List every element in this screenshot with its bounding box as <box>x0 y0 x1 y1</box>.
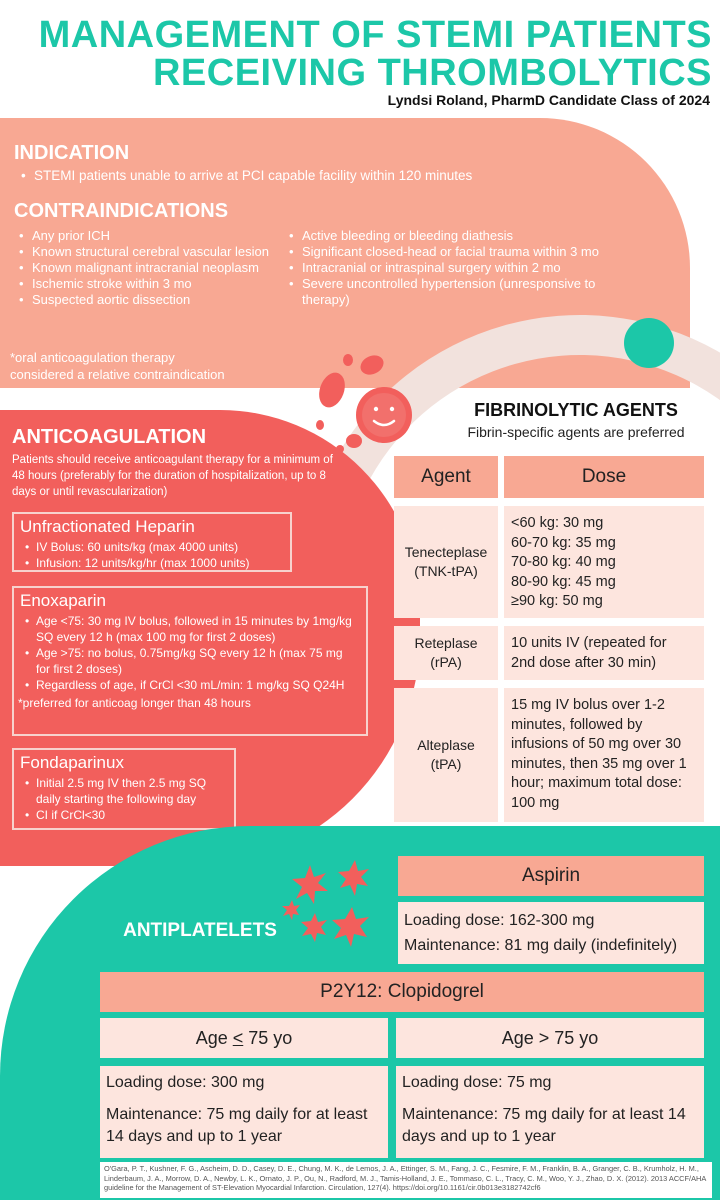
age-young-suffix: 75 yo <box>243 1028 293 1048</box>
young-loading: Loading dose: 300 mg <box>106 1074 265 1091</box>
enoxaparin-note: *preferred for anticoag longer than 48 hours <box>18 696 251 710</box>
enoxaparin-item: • Regardless of age, if CrCl <30 mL/min: 1 mg/kg SQ Q24H <box>20 677 358 693</box>
clopidogrel-young-cell <box>100 1066 388 1158</box>
contraindication-note <box>10 349 225 383</box>
aspirin-cell <box>398 902 704 964</box>
dose-line: 10 units IV (repeated for <box>511 635 667 651</box>
teal-circle-icon <box>624 318 674 368</box>
fondaparinux-item: • Initial 2.5 mg IV then 2.5 mg SQ daily starting the following day <box>20 775 228 807</box>
dose-cell <box>504 506 704 618</box>
agent-name: Tenecteplase <box>404 544 488 560</box>
dose-line: ≥90 kg: 50 mg <box>511 593 603 609</box>
dose-line: minutes, followed by <box>511 716 643 733</box>
p2y12-header: P2Y12: Clopidogrel <box>100 972 704 1012</box>
agent-column-header: Agent <box>394 456 498 498</box>
author: Lyndsi Roland, PharmD Candidate Class of 2024 <box>387 92 710 108</box>
enoxaparin-box <box>12 586 368 736</box>
agent-name: Alteplase <box>417 737 475 753</box>
contraindication-item: • Known malignant intracranial neoplasm <box>18 260 280 276</box>
fibrinolytic-title: FIBRINOLYTIC AGENTS <box>474 400 678 420</box>
dose-line: 15 mg IV bolus over 1-2 <box>511 697 665 713</box>
dose-line: 2nd dose after 30 min) <box>511 654 657 671</box>
contraindication-item: • Suspected aortic dissection <box>18 292 280 308</box>
title-line-1: MANAGEMENT OF STEMI PATIENTS <box>38 14 712 56</box>
contraindication-item: • Known structural cerebral vascular lesion <box>18 244 280 260</box>
agent-cell <box>394 626 498 680</box>
enoxaparin-item: • Age >75: no bolus, 0.75mg/kg SQ every 12 h (max 75 mg for first 2 doses) <box>20 645 358 677</box>
agent-name: Reteplase <box>414 635 478 651</box>
anticoagulation-heading: ANTICOAGULATION <box>12 426 207 448</box>
dose-line: 60-70 kg: 35 mg <box>511 534 616 551</box>
dose-line: 100 mg <box>511 794 560 811</box>
contraindications-left-list <box>18 228 280 308</box>
note-line-2: considered a relative contraindication <box>10 367 225 382</box>
contraindications-heading: CONTRAINDICATIONS <box>14 200 229 222</box>
contraindication-item: • Any prior ICH <box>18 228 280 244</box>
anticoagulation-intro: Patients should receive anticoagulant therapy for a minimum of 48 hours (preferably for the duration of hospitalization, up to 8 days or until revascularization) <box>12 454 333 498</box>
dose-line: hour; maximum total dose: <box>511 775 682 791</box>
reference-citation: O'Gara, P. T., Kushner, F. G., Ascheim, D. D., Casey, D. E., Chung, M. K., de Lemos, J. A., Ettinger, S. M., Fang, J. C., Fesmire, F. M., Franklin, B. A., Granger, C. B., Krumholz, H. M., Linderbaum, J. A., Morrow, D. A., Newby, L. K., Ornato, J. P., Ou, N., Radford, M. J., Tamis-Holland, J. E., Tommaso, C. L., Tracy, C. M., Woo, Y. J., Zhao, D. X. (2012). 2013 ACCF/AHA guideline for the Management of ST-Elevation Myocardial Infarction. Circulation, 127(4). https://doi.org/10.1161/cir.0b013e3182742cf6 <box>100 1162 712 1198</box>
dose-cell <box>504 626 704 680</box>
agent-cell <box>394 506 498 618</box>
dose-column-header: Dose <box>504 456 704 498</box>
enoxaparin-item: • Age <75: 30 mg IV bolus, followed in 15 minutes by 1mg/kg SQ every 12 h (max 100 mg for first 2 doses) <box>20 613 358 645</box>
enoxaparin-title: Enoxaparin <box>20 591 107 610</box>
title-line-2: RECEIVING THROMBOLYTICS <box>152 52 712 94</box>
agent-abbr: (tPA) <box>430 756 462 772</box>
platelets-icon <box>280 855 390 955</box>
age-young-prefix: Age <box>195 1028 233 1048</box>
dose-cell <box>504 688 704 822</box>
ufh-box <box>12 512 292 572</box>
indication-heading: INDICATION <box>14 142 130 164</box>
age-young-header <box>100 1018 388 1058</box>
dose-line: 80-90 kg: 45 mg <box>511 573 616 590</box>
contraindication-item: • Ischemic stroke within 3 mo <box>18 276 280 292</box>
contraindication-item: • Significant closed-head or facial trauma within 3 mo <box>288 244 600 260</box>
fibrinolytic-subtitle: Fibrin-specific agents are preferred <box>467 424 685 440</box>
aspirin-loading: Loading dose: 162-300 mg <box>404 912 595 929</box>
contraindication-item: • Intracranial or intraspinal surgery within 2 mo <box>288 260 600 276</box>
agent-abbr: (TNK-tPA) <box>414 563 478 579</box>
old-maintenance: Maintenance: 75 mg daily for at least 14 days and up to 1 year <box>402 1106 686 1145</box>
antiplatelets-heading: ANTIPLATELETS <box>123 920 277 941</box>
dose-line: 70-80 kg: 40 mg <box>511 554 616 570</box>
contraindications-right-list <box>288 228 600 308</box>
fondaparinux-item: • CI if CrCl<30 <box>20 807 228 823</box>
contraindication-item: • Active bleeding or bleeding diathesis <box>288 228 600 244</box>
indication-item: • STEMI patients unable to arrive at PCI capable facility within 120 minutes <box>20 168 580 184</box>
dose-line: <60 kg: 30 mg <box>511 515 604 531</box>
ufh-item: • Infusion: 12 units/kg/hr (max 1000 units) <box>20 555 284 571</box>
fondaparinux-box <box>12 748 236 830</box>
ufh-item: • IV Bolus: 60 units/kg (max 4000 units) <box>20 539 284 555</box>
fondaparinux-title: Fondaparinux <box>20 753 124 772</box>
note-line-1: *oral anticoagulation therapy <box>10 350 175 365</box>
agent-cell <box>394 688 498 822</box>
aspirin-maintenance: Maintenance: 81 mg daily (indefinitely) <box>404 937 678 954</box>
ufh-title: Unfractionated Heparin <box>20 517 195 536</box>
young-maintenance: Maintenance: 75 mg daily for at least 14 days and up to 1 year <box>106 1106 368 1145</box>
dose-line: minutes, then 35 mg over 1 <box>511 755 687 772</box>
age-young-op: < <box>232 1028 244 1048</box>
aspirin-header: Aspirin <box>398 856 704 896</box>
dose-line: infusions of 50 mg over 30 <box>511 736 682 752</box>
age-old-header: Age > 75 yo <box>396 1018 704 1058</box>
agent-abbr: (rPA) <box>430 654 462 670</box>
old-loading: Loading dose: 75 mg <box>402 1074 552 1091</box>
clopidogrel-old-cell <box>396 1066 704 1158</box>
contraindication-item: • Severe uncontrolled hypertension (unresponsive to therapy) <box>288 276 600 308</box>
